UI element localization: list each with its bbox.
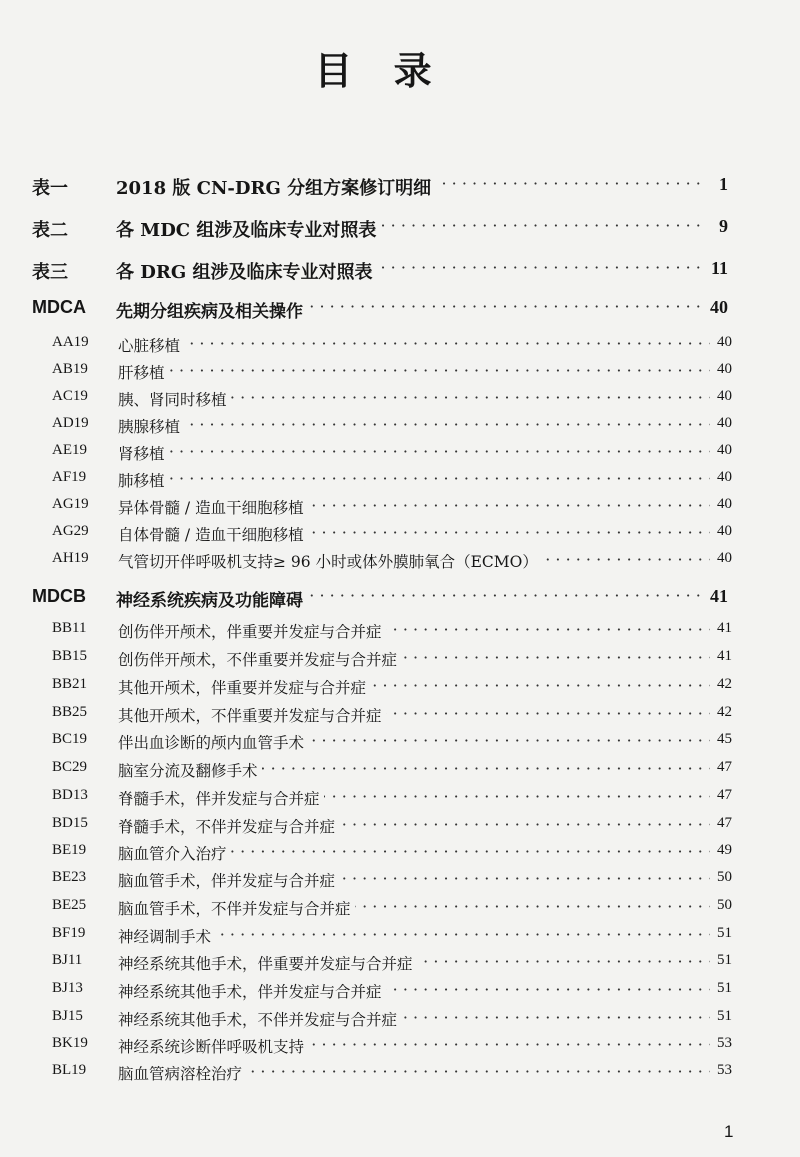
- entry-code: BE23: [52, 869, 87, 885]
- entry-page: 51: [713, 1008, 732, 1025]
- leader-dots: [118, 415, 710, 434]
- entry-code: MDCA: [32, 297, 86, 317]
- entry-code: BE19: [52, 842, 87, 858]
- entry-page: 50: [713, 897, 732, 914]
- entry-title: 脑室分流及翻修手术: [118, 759, 262, 781]
- entry-code: BD13: [52, 787, 88, 803]
- entry-code: BC29: [52, 759, 88, 775]
- entry-code: AG19: [52, 496, 89, 512]
- entry-page: 1: [715, 174, 728, 195]
- entry-title: 各 MDC 组涉及临床专业对照表: [116, 216, 380, 242]
- entry-title: 伴出血诊断的颅内血管手术: [118, 731, 308, 753]
- entry-page: 42: [713, 676, 732, 693]
- page-number: 1: [724, 1122, 734, 1141]
- entry-code: AB19: [52, 361, 88, 377]
- entry-page: 40: [713, 361, 732, 378]
- entry-page: 45: [713, 731, 732, 748]
- entry-page: 51: [713, 952, 732, 969]
- entry-page: 40: [713, 388, 732, 405]
- entry-page: 42: [713, 704, 732, 721]
- entry-page: 40: [713, 523, 732, 540]
- entry-title: 神经系统疾病及功能障碍: [116, 586, 307, 611]
- entry-code: AC19: [52, 388, 88, 404]
- entry-page: 40: [713, 442, 732, 459]
- entry-code: BB15: [52, 648, 88, 664]
- page-title: 目 录: [314, 49, 446, 93]
- entry-page: 47: [713, 815, 732, 832]
- entry-page: 51: [713, 925, 732, 942]
- entry-title: 神经系统其他手术，伴并发症与合并症: [118, 980, 386, 1002]
- entry-code: AD19: [52, 415, 89, 431]
- entry-title: 其他开颅术，不伴重要并发症与合并症: [118, 704, 386, 726]
- entry-title: 脊髓手术，伴并发症与合并症: [118, 787, 324, 809]
- entry-title: 肾移植: [118, 442, 169, 464]
- entry-code: AF19: [52, 469, 87, 485]
- entry-title: 脊髓手术，不伴并发症与合并症: [118, 815, 339, 837]
- entry-code: BF19: [52, 925, 86, 941]
- entry-title: 神经系统诊断伴呼吸机支持: [118, 1035, 308, 1057]
- entry-page: 9: [715, 216, 728, 237]
- leader-dots: [118, 442, 710, 461]
- entry-page: 47: [713, 787, 732, 804]
- entry-page: 40: [713, 496, 732, 513]
- entry-page: 50: [713, 869, 732, 886]
- entry-title: 肺移植: [118, 469, 169, 491]
- entry-code: BB21: [52, 676, 88, 692]
- entry-title: 肝移植: [118, 361, 169, 383]
- entry-title: 创伤伴开颅术，伴重要并发症与合并症: [118, 620, 386, 642]
- entry-code: MDCB: [32, 586, 86, 606]
- entry-title: 脑血管手术，不伴并发症与合并症: [118, 897, 355, 919]
- entry-code: AH19: [52, 550, 89, 566]
- entry-title: 异体骨髓 / 造血干细胞移植: [118, 496, 308, 518]
- entry-title: 先期分组疾病及相关操作: [116, 297, 307, 322]
- entry-code: BB11: [52, 620, 87, 636]
- leader-dots: [118, 334, 710, 353]
- entry-code: 表一: [32, 178, 68, 199]
- entry-page: 53: [713, 1035, 732, 1052]
- entry-title: 胰腺移植: [118, 415, 184, 437]
- entry-page: 49: [713, 842, 732, 859]
- entry-title: 心脏移植: [118, 334, 184, 356]
- entry-title: 自体骨髓 / 造血干细胞移植: [118, 523, 308, 545]
- entry-code: 表二: [32, 220, 68, 241]
- entry-title: 气管切开伴呼吸机支持≥ 96 小时或体外膜肺氧合（ECMO）: [118, 550, 542, 572]
- entry-title: 创伤伴开颅术，不伴重要并发症与合并症: [118, 648, 401, 670]
- entry-code: BL19: [52, 1062, 87, 1078]
- entry-page: 40: [713, 415, 732, 432]
- entry-code: BJ13: [52, 980, 83, 996]
- entry-title: 脑血管介入治疗: [118, 842, 231, 864]
- entry-page: 51: [713, 980, 732, 997]
- entry-code: BJ11: [52, 952, 83, 968]
- entry-title: 神经系统其他手术，不伴并发症与合并症: [118, 1008, 401, 1030]
- entry-code: AG29: [52, 523, 89, 539]
- entry-title: 各 DRG 组涉及临床专业对照表: [116, 258, 376, 284]
- entry-title: 2018 版 CN-DRG 分组方案修订明细: [116, 174, 435, 200]
- entry-page: 53: [713, 1062, 732, 1079]
- leader-dots: [118, 469, 710, 488]
- entry-code: AA19: [52, 334, 89, 350]
- entry-page: 41: [713, 648, 732, 665]
- entry-page: 41: [706, 586, 728, 607]
- entry-code: 表三: [32, 262, 68, 283]
- entry-code: BD15: [52, 815, 88, 831]
- leader-dots: [118, 361, 710, 380]
- entry-page: 40: [713, 550, 732, 567]
- entry-code: AE19: [52, 442, 87, 458]
- entry-page: 11: [707, 258, 728, 279]
- entry-page: 40: [713, 469, 732, 486]
- entry-title: 神经调制手术: [118, 925, 215, 947]
- entry-title: 脑血管手术，伴并发症与合并症: [118, 869, 339, 891]
- entry-code: BJ15: [52, 1008, 83, 1024]
- entry-title: 脑血管病溶栓治疗: [118, 1062, 246, 1084]
- entry-title: 胰、肾同时移植: [118, 388, 231, 410]
- entry-page: 47: [713, 759, 732, 776]
- entry-code: BC19: [52, 731, 88, 747]
- entry-code: BK19: [52, 1035, 88, 1051]
- entry-page: 40: [713, 334, 732, 351]
- entry-page: 40: [706, 297, 728, 318]
- entry-title: 神经系统其他手术，伴重要并发症与合并症: [118, 952, 417, 974]
- entry-code: BB25: [52, 704, 88, 720]
- entry-page: 41: [713, 620, 732, 637]
- entry-code: BE25: [52, 897, 87, 913]
- entry-title: 其他开颅术，伴重要并发症与合并症: [118, 676, 370, 698]
